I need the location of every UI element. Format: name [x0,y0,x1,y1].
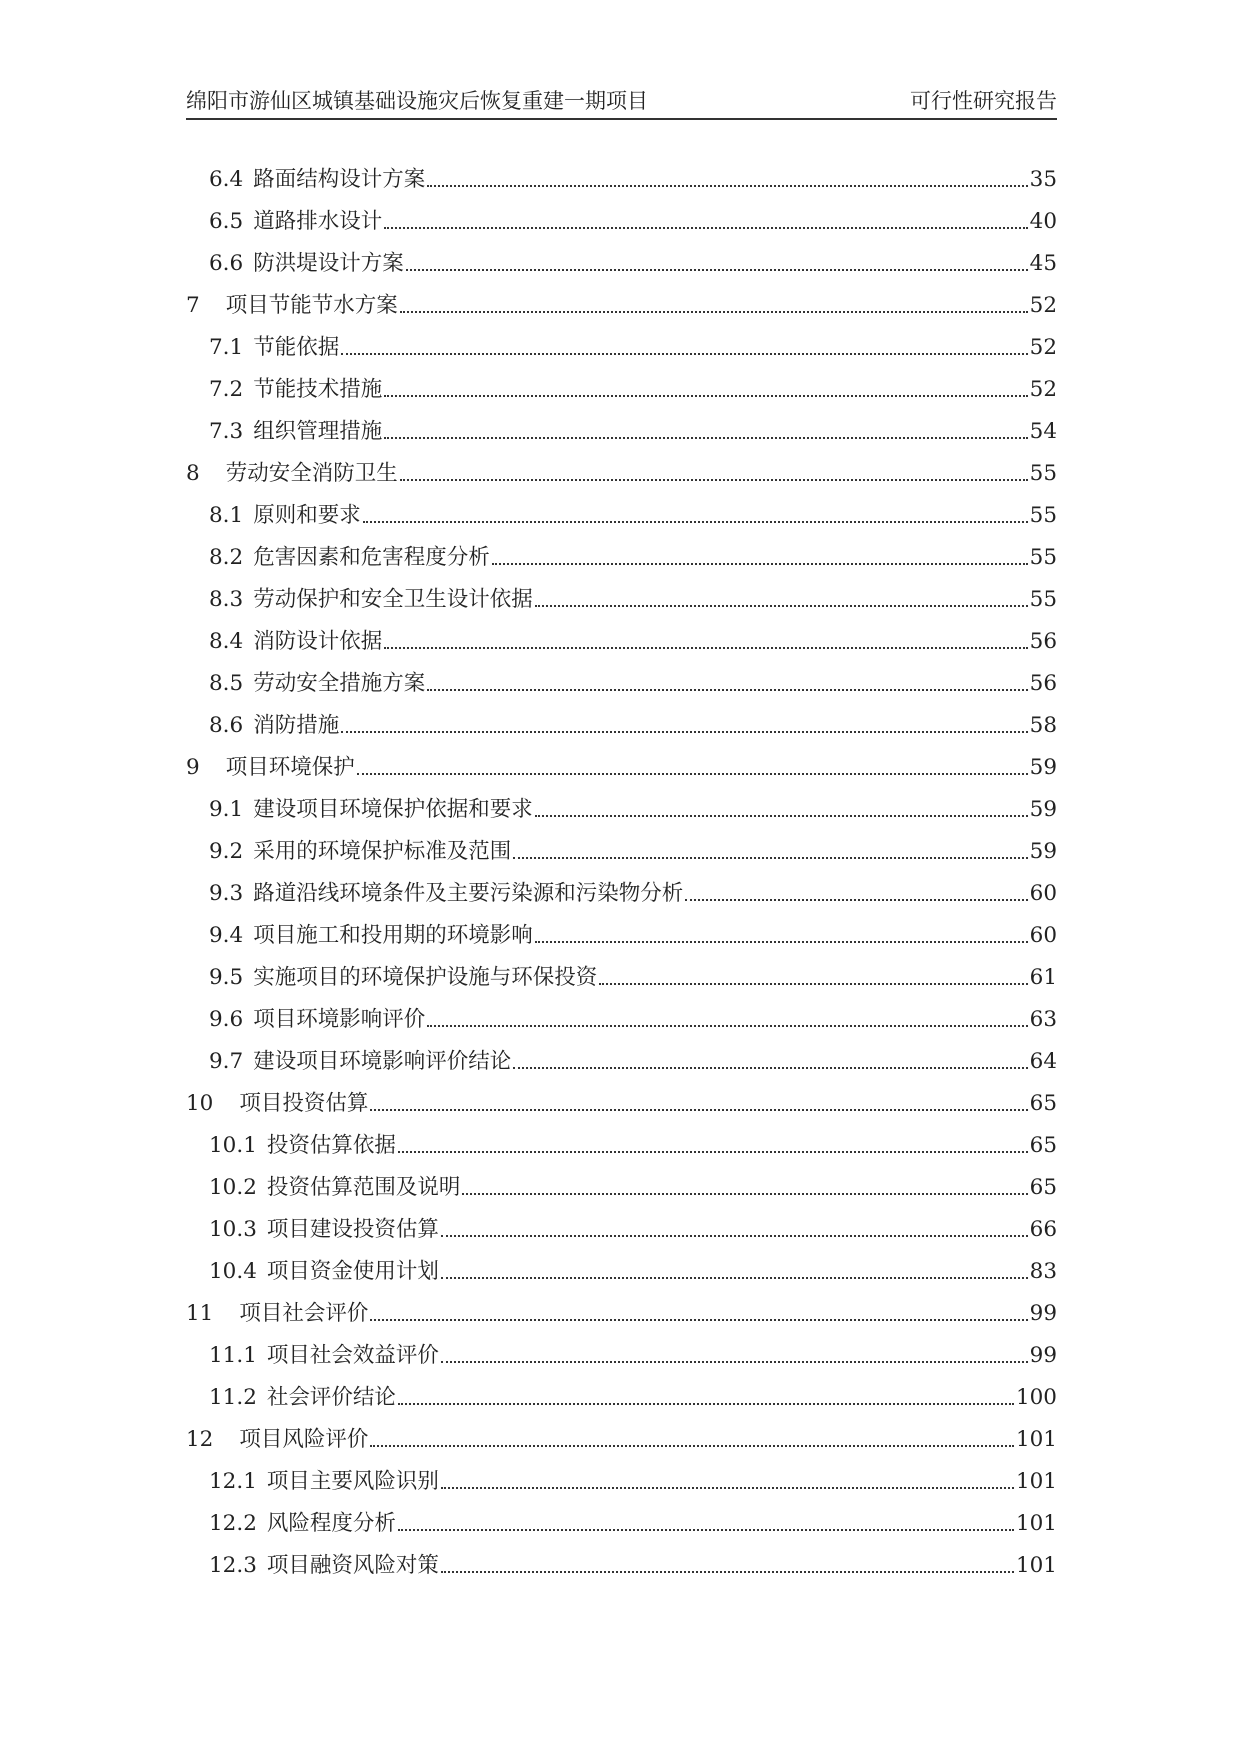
toc-dot-leader [513,855,1027,859]
toc-dot-leader [685,897,1027,901]
toc-entry-title: 项目主要风险识别 [266,1469,439,1494]
toc-dot-leader [341,351,1027,355]
toc-entry[interactable] [186,1461,1057,1503]
toc-entry-number: 12 [186,1427,214,1452]
toc-entry-page: 65 [1029,1091,1057,1116]
toc-dot-leader [535,603,1028,607]
toc-entry[interactable] [186,663,1057,705]
toc-entry[interactable] [186,621,1057,663]
toc-entry[interactable] [186,1335,1057,1377]
toc-entry-page: 60 [1029,923,1057,948]
toc-entry[interactable] [186,831,1057,873]
toc-entry-page: 65 [1029,1175,1057,1200]
toc-dot-leader [400,477,1028,481]
toc-dot-leader [400,309,1028,313]
toc-entry-page: 99 [1029,1301,1057,1326]
toc-entry-number: 7 [186,293,200,318]
toc-entry[interactable] [186,747,1057,789]
toc-entry-page: 100 [1015,1385,1057,1410]
toc-dot-leader [406,267,1028,271]
toc-entry-title: 投资估算依据 [266,1133,396,1158]
toc-entry-number: 6.5 [209,209,244,234]
toc-dot-leader [357,771,1028,775]
toc-entry-page: 58 [1029,713,1057,738]
toc-entry-title: 建设项目环境保护依据和要求 [253,797,533,822]
toc-dot-leader [370,1443,1014,1447]
toc-entry-page: 52 [1029,335,1057,360]
toc-entry-number: 8.4 [209,629,244,654]
toc-entry[interactable] [186,957,1057,999]
toc-entry-page: 101 [1015,1469,1057,1494]
toc-entry-title: 消防措施 [253,713,340,738]
toc-entry[interactable] [186,1125,1057,1167]
toc-entry-title: 劳动安全消防卫生 [225,461,398,486]
toc-entry[interactable] [186,915,1057,957]
toc-entry-number: 9.4 [209,923,244,948]
toc-entry-page: 55 [1029,461,1057,486]
toc-entry[interactable] [186,327,1057,369]
toc-entry-number: 7.2 [209,377,244,402]
toc-entry-title: 节能依据 [253,335,340,360]
toc-entry-number: 9 [186,755,200,780]
toc-dot-leader [398,1401,1014,1405]
toc-dot-leader [427,687,1027,691]
toc-entry-number: 8.2 [209,545,244,570]
toc-entry-page: 66 [1029,1217,1057,1242]
toc-entry-page: 60 [1029,881,1057,906]
toc-entry-number: 10 [186,1091,214,1116]
toc-entry-title: 消防设计依据 [253,629,383,654]
toc-entry-title: 项目节能节水方案 [225,293,398,318]
toc-dot-leader [462,1191,1027,1195]
toc-dot-leader [513,1065,1027,1069]
toc-entry[interactable] [186,873,1057,915]
toc-entry-number: 7.3 [209,419,244,444]
toc-entry[interactable] [186,1041,1057,1083]
toc-entry[interactable] [186,453,1057,495]
toc-entry-page: 101 [1015,1553,1057,1578]
toc-entry-page: 56 [1029,671,1057,696]
toc-entry-number: 11.2 [209,1385,257,1410]
toc-entry-title: 防洪堤设计方案 [253,251,404,276]
table-of-contents [186,159,1057,1587]
toc-entry-page: 40 [1029,209,1057,234]
toc-entry-title: 劳动保护和安全卫生设计依据 [253,587,533,612]
header-report-type: 可行性研究报告 [910,89,1057,113]
toc-entry-number: 9.1 [209,797,244,822]
toc-entry-number: 10.2 [209,1175,257,1200]
header-project-title: 绵阳市游仙区城镇基础设施灾后恢复重建一期项目 [186,89,648,113]
toc-entry-title: 道路排水设计 [253,209,383,234]
toc-entry-title: 节能技术措施 [253,377,383,402]
toc-entry-page: 35 [1029,167,1057,192]
toc-entry[interactable] [186,1545,1057,1587]
toc-entry-title: 项目社会效益评价 [266,1343,439,1368]
toc-entry-page: 63 [1029,1007,1057,1032]
toc-entry-number: 10.4 [209,1259,257,1284]
toc-dot-leader [441,1275,1028,1279]
toc-entry-number: 10.1 [209,1133,257,1158]
toc-entry-title: 路面结构设计方案 [253,167,426,192]
toc-entry-number: 12.2 [209,1511,257,1536]
toc-entry-page: 54 [1029,419,1057,444]
toc-entry-number: 7.1 [209,335,244,360]
toc-entry-number: 8.6 [209,713,244,738]
toc-entry[interactable] [186,579,1057,621]
toc-dot-leader [384,435,1027,439]
toc-entry[interactable] [186,705,1057,747]
toc-entry-title: 建设项目环境影响评价结论 [253,1049,512,1074]
toc-entry[interactable] [186,1293,1057,1335]
toc-entry-title: 实施项目的环境保护设施与环保投资 [253,965,598,990]
toc-entry-number: 9.2 [209,839,244,864]
toc-entry-title: 劳动安全措施方案 [253,671,426,696]
toc-entry[interactable] [186,537,1057,579]
toc-entry-number: 8 [186,461,200,486]
toc-entry-page: 65 [1029,1133,1057,1158]
toc-entry[interactable] [186,1377,1057,1419]
toc-entry-title: 项目环境保护 [225,755,355,780]
toc-entry[interactable] [186,1419,1057,1461]
toc-entry-page: 101 [1015,1511,1057,1536]
toc-entry-page: 99 [1029,1343,1057,1368]
toc-entry-title: 危害因素和危害程度分析 [253,545,490,570]
toc-dot-leader [363,519,1028,523]
toc-entry-number: 12.1 [209,1469,257,1494]
toc-entry-title: 采用的环境保护标准及范围 [253,839,512,864]
toc-dot-leader [384,393,1027,397]
toc-entry-title: 项目风险评价 [239,1427,369,1452]
toc-entry-page: 59 [1029,797,1057,822]
toc-entry-number: 11 [186,1301,214,1326]
toc-entry-page: 101 [1015,1427,1057,1452]
toc-entry-title: 项目资金使用计划 [266,1259,439,1284]
toc-dot-leader [370,1317,1027,1321]
toc-entry-page: 45 [1029,251,1057,276]
toc-entry-number: 11.1 [209,1343,257,1368]
toc-entry[interactable] [186,999,1057,1041]
toc-entry[interactable] [186,411,1057,453]
page-header [186,86,1057,120]
toc-entry-number: 6.6 [209,251,244,276]
toc-entry-title: 项目建设投资估算 [266,1217,439,1242]
toc-entry-title: 社会评价结论 [266,1385,396,1410]
toc-entry-page: 56 [1029,629,1057,654]
toc-entry-number: 9.6 [209,1007,244,1032]
toc-dot-leader [370,1107,1027,1111]
toc-entry[interactable] [186,1083,1057,1125]
toc-entry-page: 59 [1029,839,1057,864]
toc-entry[interactable] [186,1503,1057,1545]
toc-entry-title: 路道沿线环境条件及主要污染源和污染物分析 [253,881,684,906]
toc-entry[interactable] [186,243,1057,285]
toc-dot-leader [384,645,1027,649]
toc-dot-leader [398,1149,1028,1153]
toc-dot-leader [441,1359,1028,1363]
toc-entry-page: 52 [1029,293,1057,318]
toc-entry-title: 项目融资风险对策 [266,1553,439,1578]
toc-dot-leader [384,225,1027,229]
toc-dot-leader [535,939,1028,943]
toc-dot-leader [535,813,1028,817]
toc-entry[interactable] [186,1209,1057,1251]
toc-entry-page: 52 [1029,377,1057,402]
toc-entry-number: 6.4 [209,167,244,192]
toc-dot-leader [427,183,1027,187]
toc-dot-leader [599,981,1027,985]
toc-entry-number: 12.3 [209,1553,257,1578]
toc-entry-page: 59 [1029,755,1057,780]
toc-entry[interactable] [186,1251,1057,1293]
toc-entry[interactable] [186,1167,1057,1209]
toc-entry-number: 8.3 [209,587,244,612]
toc-entry-page: 55 [1029,503,1057,528]
toc-entry-number: 8.1 [209,503,244,528]
toc-entry[interactable] [186,369,1057,411]
toc-entry-page: 61 [1029,965,1057,990]
toc-dot-leader [441,1233,1028,1237]
toc-dot-leader [341,729,1027,733]
toc-entry-page: 83 [1029,1259,1057,1284]
toc-dot-leader [492,561,1028,565]
toc-entry-page: 64 [1029,1049,1057,1074]
toc-entry-title: 原则和要求 [253,503,361,528]
toc-entry-title: 风险程度分析 [266,1511,396,1536]
toc-dot-leader [427,1023,1027,1027]
toc-entry[interactable] [186,159,1057,201]
toc-entry-title: 投资估算范围及说明 [266,1175,461,1200]
toc-entry[interactable] [186,789,1057,831]
toc-entry-page: 55 [1029,545,1057,570]
toc-entry-title: 项目投资估算 [239,1091,369,1116]
toc-dot-leader [441,1569,1014,1573]
toc-entry-title: 项目社会评价 [239,1301,369,1326]
toc-entry-number: 10.3 [209,1217,257,1242]
toc-entry-number: 8.5 [209,671,244,696]
toc-entry-title: 项目环境影响评价 [253,1007,426,1032]
toc-entry-title: 项目施工和投用期的环境影响 [253,923,533,948]
toc-entry-number: 9.3 [209,881,244,906]
toc-entry-title: 组织管理措施 [253,419,383,444]
toc-dot-leader [398,1527,1014,1531]
toc-entry-page: 55 [1029,587,1057,612]
toc-entry-number: 9.7 [209,1049,244,1074]
toc-dot-leader [441,1485,1014,1489]
toc-entry[interactable] [186,201,1057,243]
toc-entry-number: 9.5 [209,965,244,990]
toc-entry[interactable] [186,285,1057,327]
toc-entry[interactable] [186,495,1057,537]
